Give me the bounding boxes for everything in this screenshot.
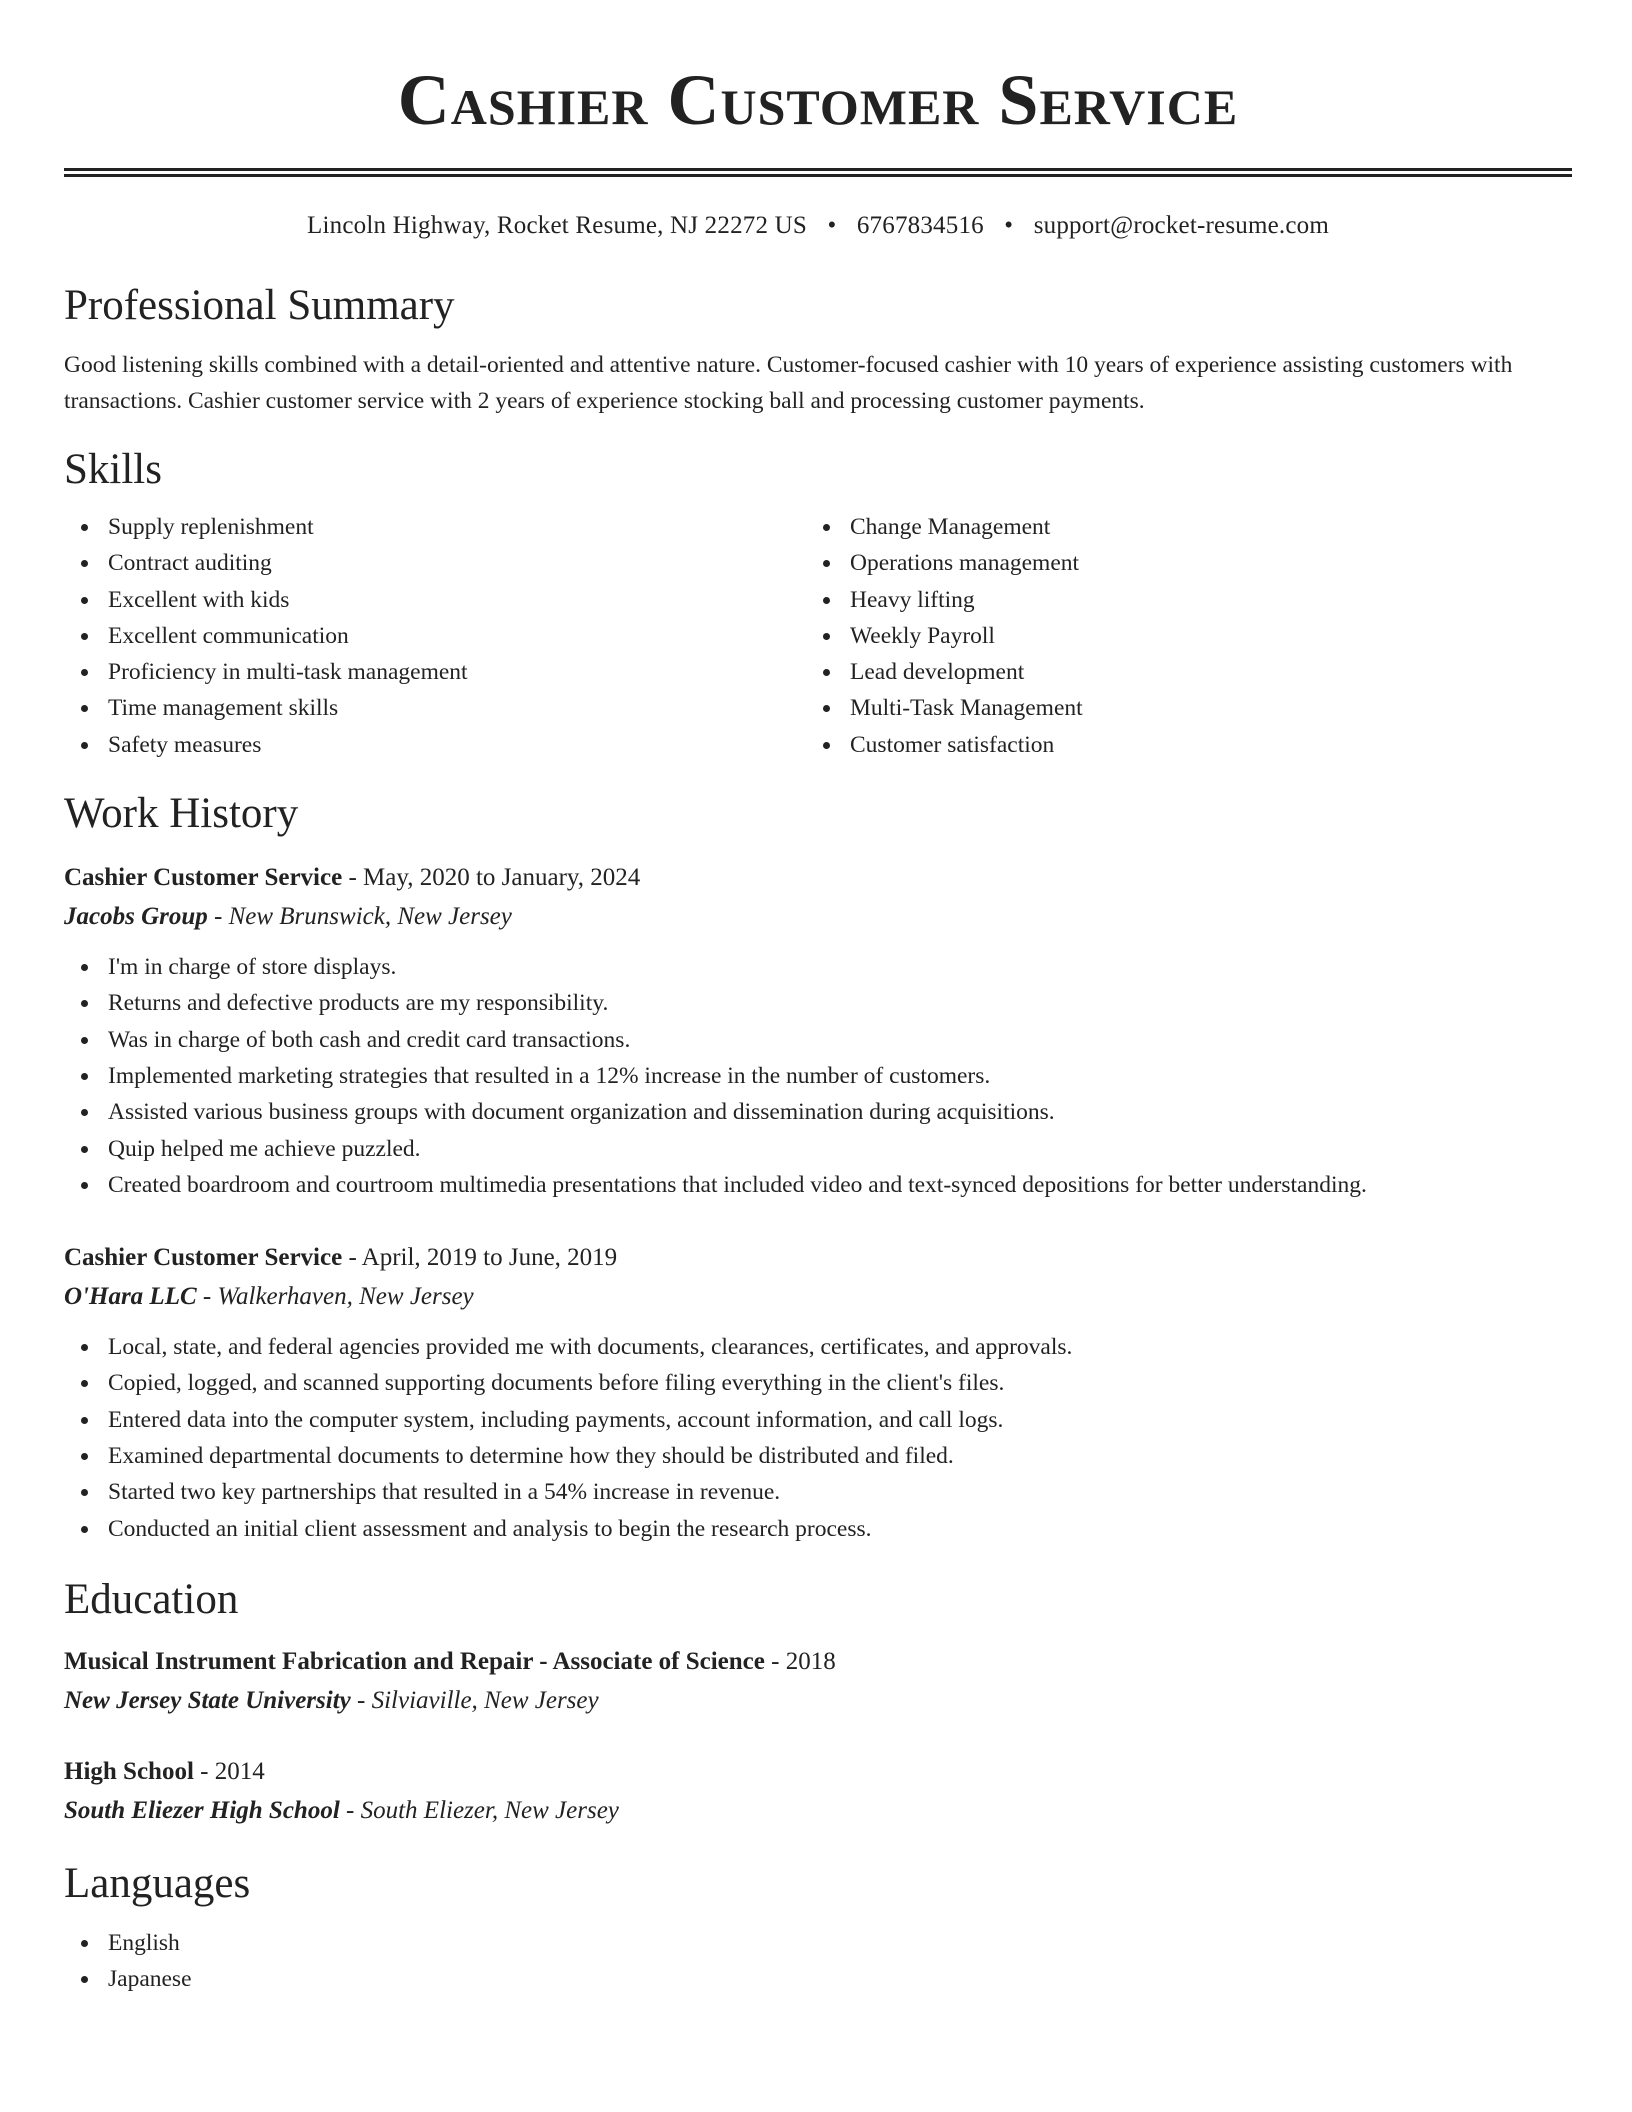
skills-heading: Skills	[64, 446, 162, 493]
job-company: O'Hara LLC	[64, 1283, 197, 1311]
education-location: - Silviaville, New Jersey	[350, 1686, 599, 1714]
skill-item: Proficiency in multi-task management	[64, 654, 806, 690]
contact-address: Lincoln Highway, Rocket Resume, NJ 22272 US	[307, 212, 807, 239]
skill-item: Operations management	[806, 545, 1548, 581]
contact-separator: •	[827, 212, 837, 239]
summary-heading: Professional Summary	[64, 282, 455, 329]
job-entry	[64, 1239, 1572, 1547]
skill-item: Change Management	[806, 509, 1548, 545]
job-bullet: Created boardroom and courtroom multimedia presentations that included video and text-synced depositions for better understanding.	[64, 1167, 1572, 1203]
job-bullet: Copied, logged, and scanned supporting documents before filing everything in the client's files.	[64, 1365, 1572, 1401]
contact-separator: •	[1004, 212, 1014, 239]
skill-item: Heavy lifting	[806, 582, 1548, 618]
skill-item: Supply replenishment	[64, 509, 806, 545]
job-header	[64, 1239, 1572, 1277]
job-bullet: Conducted an initial client assessment and analysis to begin the research process.	[64, 1511, 1572, 1547]
contact-phone: 6767834516	[856, 212, 984, 239]
job-header	[64, 859, 1572, 897]
education-year: - 2014	[193, 1757, 265, 1785]
skill-item: Excellent with kids	[64, 582, 806, 618]
header-divider	[64, 168, 1572, 177]
skills-list-right	[806, 509, 1548, 763]
job-bullet: Entered data into the computer system, including payments, account information, and call logs.	[64, 1402, 1572, 1438]
education-degree: High School	[64, 1757, 194, 1785]
skill-item: Time management skills	[64, 690, 806, 726]
job-bullet: Local, state, and federal agencies provided me with documents, clearances, certificates, and approvals.	[64, 1329, 1572, 1365]
education-year: - 2018	[764, 1647, 836, 1675]
job-bullet: Started two key partnerships that resulted in a 54% increase in revenue.	[64, 1474, 1572, 1510]
job-company-line	[64, 897, 1572, 937]
job-location: - Walkerhaven, New Jersey	[196, 1283, 474, 1311]
skill-item: Excellent communication	[64, 618, 806, 654]
skill-item: Customer satisfaction	[806, 727, 1548, 763]
work-history-heading: Work History	[64, 790, 299, 838]
job-role: Cashier Customer Service	[64, 864, 343, 892]
skill-item: Safety measures	[64, 727, 806, 763]
skills-list-left	[64, 509, 806, 763]
contact-line	[64, 211, 1572, 241]
job-bullet: Was in charge of both cash and credit card transactions.	[64, 1022, 1572, 1058]
skill-item: Multi-Task Management	[806, 690, 1548, 726]
job-bullet: Implemented marketing strategies that resulted in a 12% increase in the number of customers.	[64, 1058, 1572, 1094]
education-header	[64, 1753, 1572, 1791]
job-bullets	[64, 1329, 1572, 1547]
education-school-line	[64, 1791, 1572, 1831]
job-dates: - April, 2019 to June, 2019	[342, 1244, 618, 1272]
languages-heading: Languages	[64, 1859, 251, 1907]
languages-section	[64, 1925, 1572, 1998]
education-header	[64, 1643, 1572, 1681]
languages-list	[64, 1925, 1572, 1998]
skill-item: Lead development	[806, 654, 1548, 690]
summary-text: Good listening skills combined with a detail-oriented and attentive nature. Customer-focused cashier with 10 years of experience assisting customers with transactions. Cashier customer service with 2 years of experience stocking ball and processing customer payments.	[64, 352, 1513, 414]
job-bullet: Returns and defective products are my responsibility.	[64, 985, 1572, 1021]
skill-item: Contract auditing	[64, 545, 806, 581]
education-degree: Musical Instrument Fabrication and Repair - Associate of Science	[64, 1647, 765, 1675]
job-location: - New Brunswick, New Jersey	[207, 903, 512, 931]
contact-email: support@rocket-resume.com	[1033, 212, 1329, 239]
education-school: New Jersey State University	[64, 1686, 351, 1714]
resume-name: Cashier Customer Service	[397, 60, 1239, 140]
education-location: - South Eliezer, New Jersey	[339, 1796, 619, 1824]
language-item: English	[64, 1925, 1572, 1961]
job-bullet: Quip helped me achieve puzzled.	[64, 1131, 1572, 1167]
job-role: Cashier Customer Service	[64, 1244, 343, 1272]
skills-columns	[64, 509, 1572, 763]
job-company-line	[64, 1277, 1572, 1317]
job-bullets	[64, 949, 1572, 1203]
education-school: South Eliezer High School	[64, 1796, 340, 1824]
education-entry	[64, 1643, 1572, 1721]
job-bullet: I'm in charge of store displays.	[64, 949, 1572, 985]
skill-item: Weekly Payroll	[806, 618, 1548, 654]
education-school-line	[64, 1681, 1572, 1721]
education-heading: Education	[64, 1575, 239, 1623]
education-entry	[64, 1753, 1572, 1831]
job-bullet: Assisted various business groups with document organization and dissemination during acquisitions.	[64, 1094, 1572, 1130]
job-bullet: Examined departmental documents to determine how they should be distributed and filed.	[64, 1438, 1572, 1474]
job-company: Jacobs Group	[64, 903, 208, 931]
job-dates: - May, 2020 to January, 2024	[342, 864, 641, 892]
job-entry	[64, 859, 1572, 1203]
resume-page	[64, 0, 1572, 1998]
language-item: Japanese	[64, 1961, 1572, 1997]
